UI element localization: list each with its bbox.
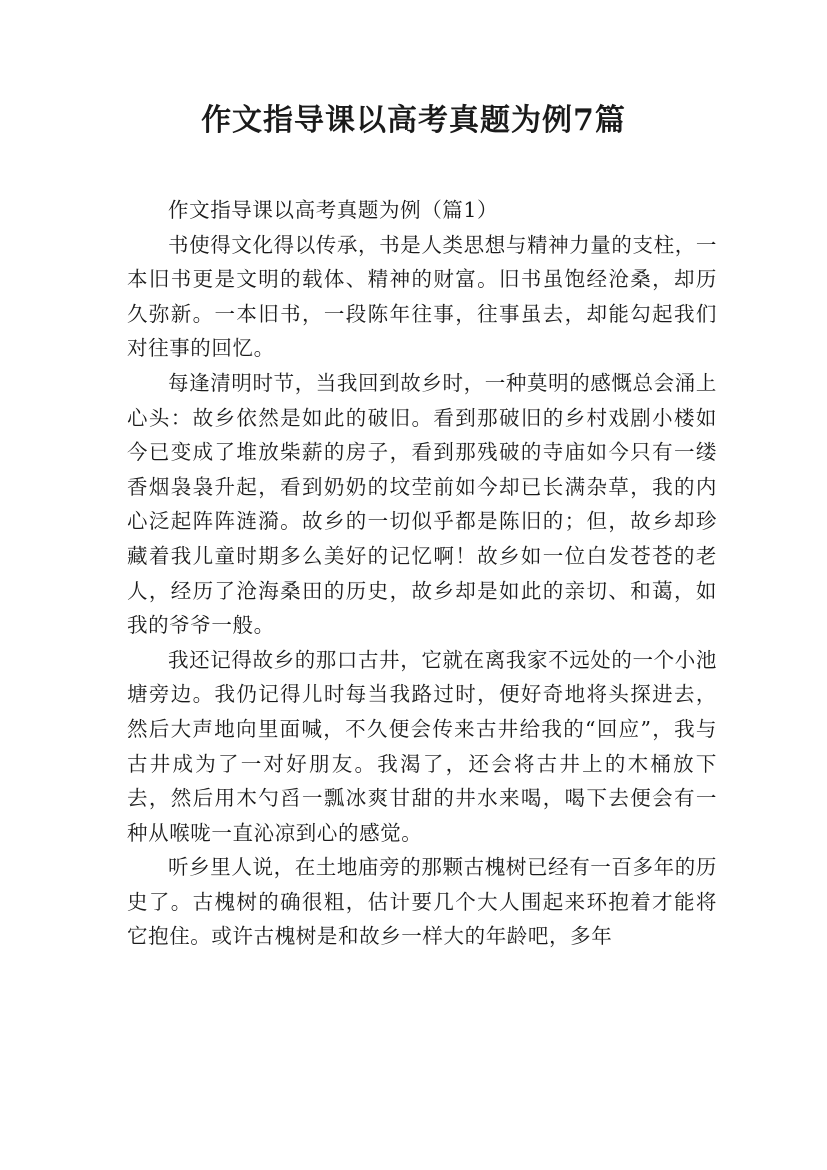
paragraph-3: 我还记得故乡的那口古井，它就在离我家不远处的一个小池塘旁边。我仍记得儿时每当我路过时，便好奇地将头探进去，然后大声地向里面喊，不久便会传来古井给我的“回应”，我与古井成为了一对好朋友。我渴了，还会将古井上的木桶放下去，然后用木勺舀一瓢冰爽甘甜的井水来喝，喝下去便会有一种从喉咙一直沁凉到心的感觉。 xyxy=(127,647,717,845)
document-title: 作文指导课以高考真题为例7篇 xyxy=(201,103,626,138)
paragraph-1: 书使得文化得以传承，书是人类思想与精神力量的支柱，一本旧书更是文明的载体、精神的财富。旧书虽饱经沧桑，却历久弥新。一本旧书，一段陈年往事，往事虽去，却能勾起我们对往事的回忆。 xyxy=(127,232,717,361)
document-body xyxy=(127,193,717,954)
section-heading: 作文指导课以高考真题为例（篇1） xyxy=(168,198,499,222)
paragraph-4: 听乡里人说，在土地庙旁的那颗古槐树已经有一百多年的历史了。古槐树的确很粗，估计要几个大人围起来环抱着才能将它抱住。或许古槐树是和故乡一样大的年龄吧，多年 xyxy=(127,855,717,949)
paragraph-2: 每逢清明时节，当我回到故乡时，一种莫明的感慨总会涌上心头：故乡依然是如此的破旧。看到那破旧的乡村戏剧小楼如今已变成了堆放柴薪的房子，看到那残破的寺庙如今只有一缕香烟袅袅升起，看到奶奶的坟茔前如今却已长满杂草，我的内心泛起阵阵涟漪。故乡的一切似乎都是陈旧的；但，故乡却珍藏着我儿童时期多么美好的记忆啊！故乡如一位白发苍苍的老人，经历了沧海桑田的历史，故乡却是如此的亲切、和蔼，如我的爷爷一般。 xyxy=(127,370,717,638)
